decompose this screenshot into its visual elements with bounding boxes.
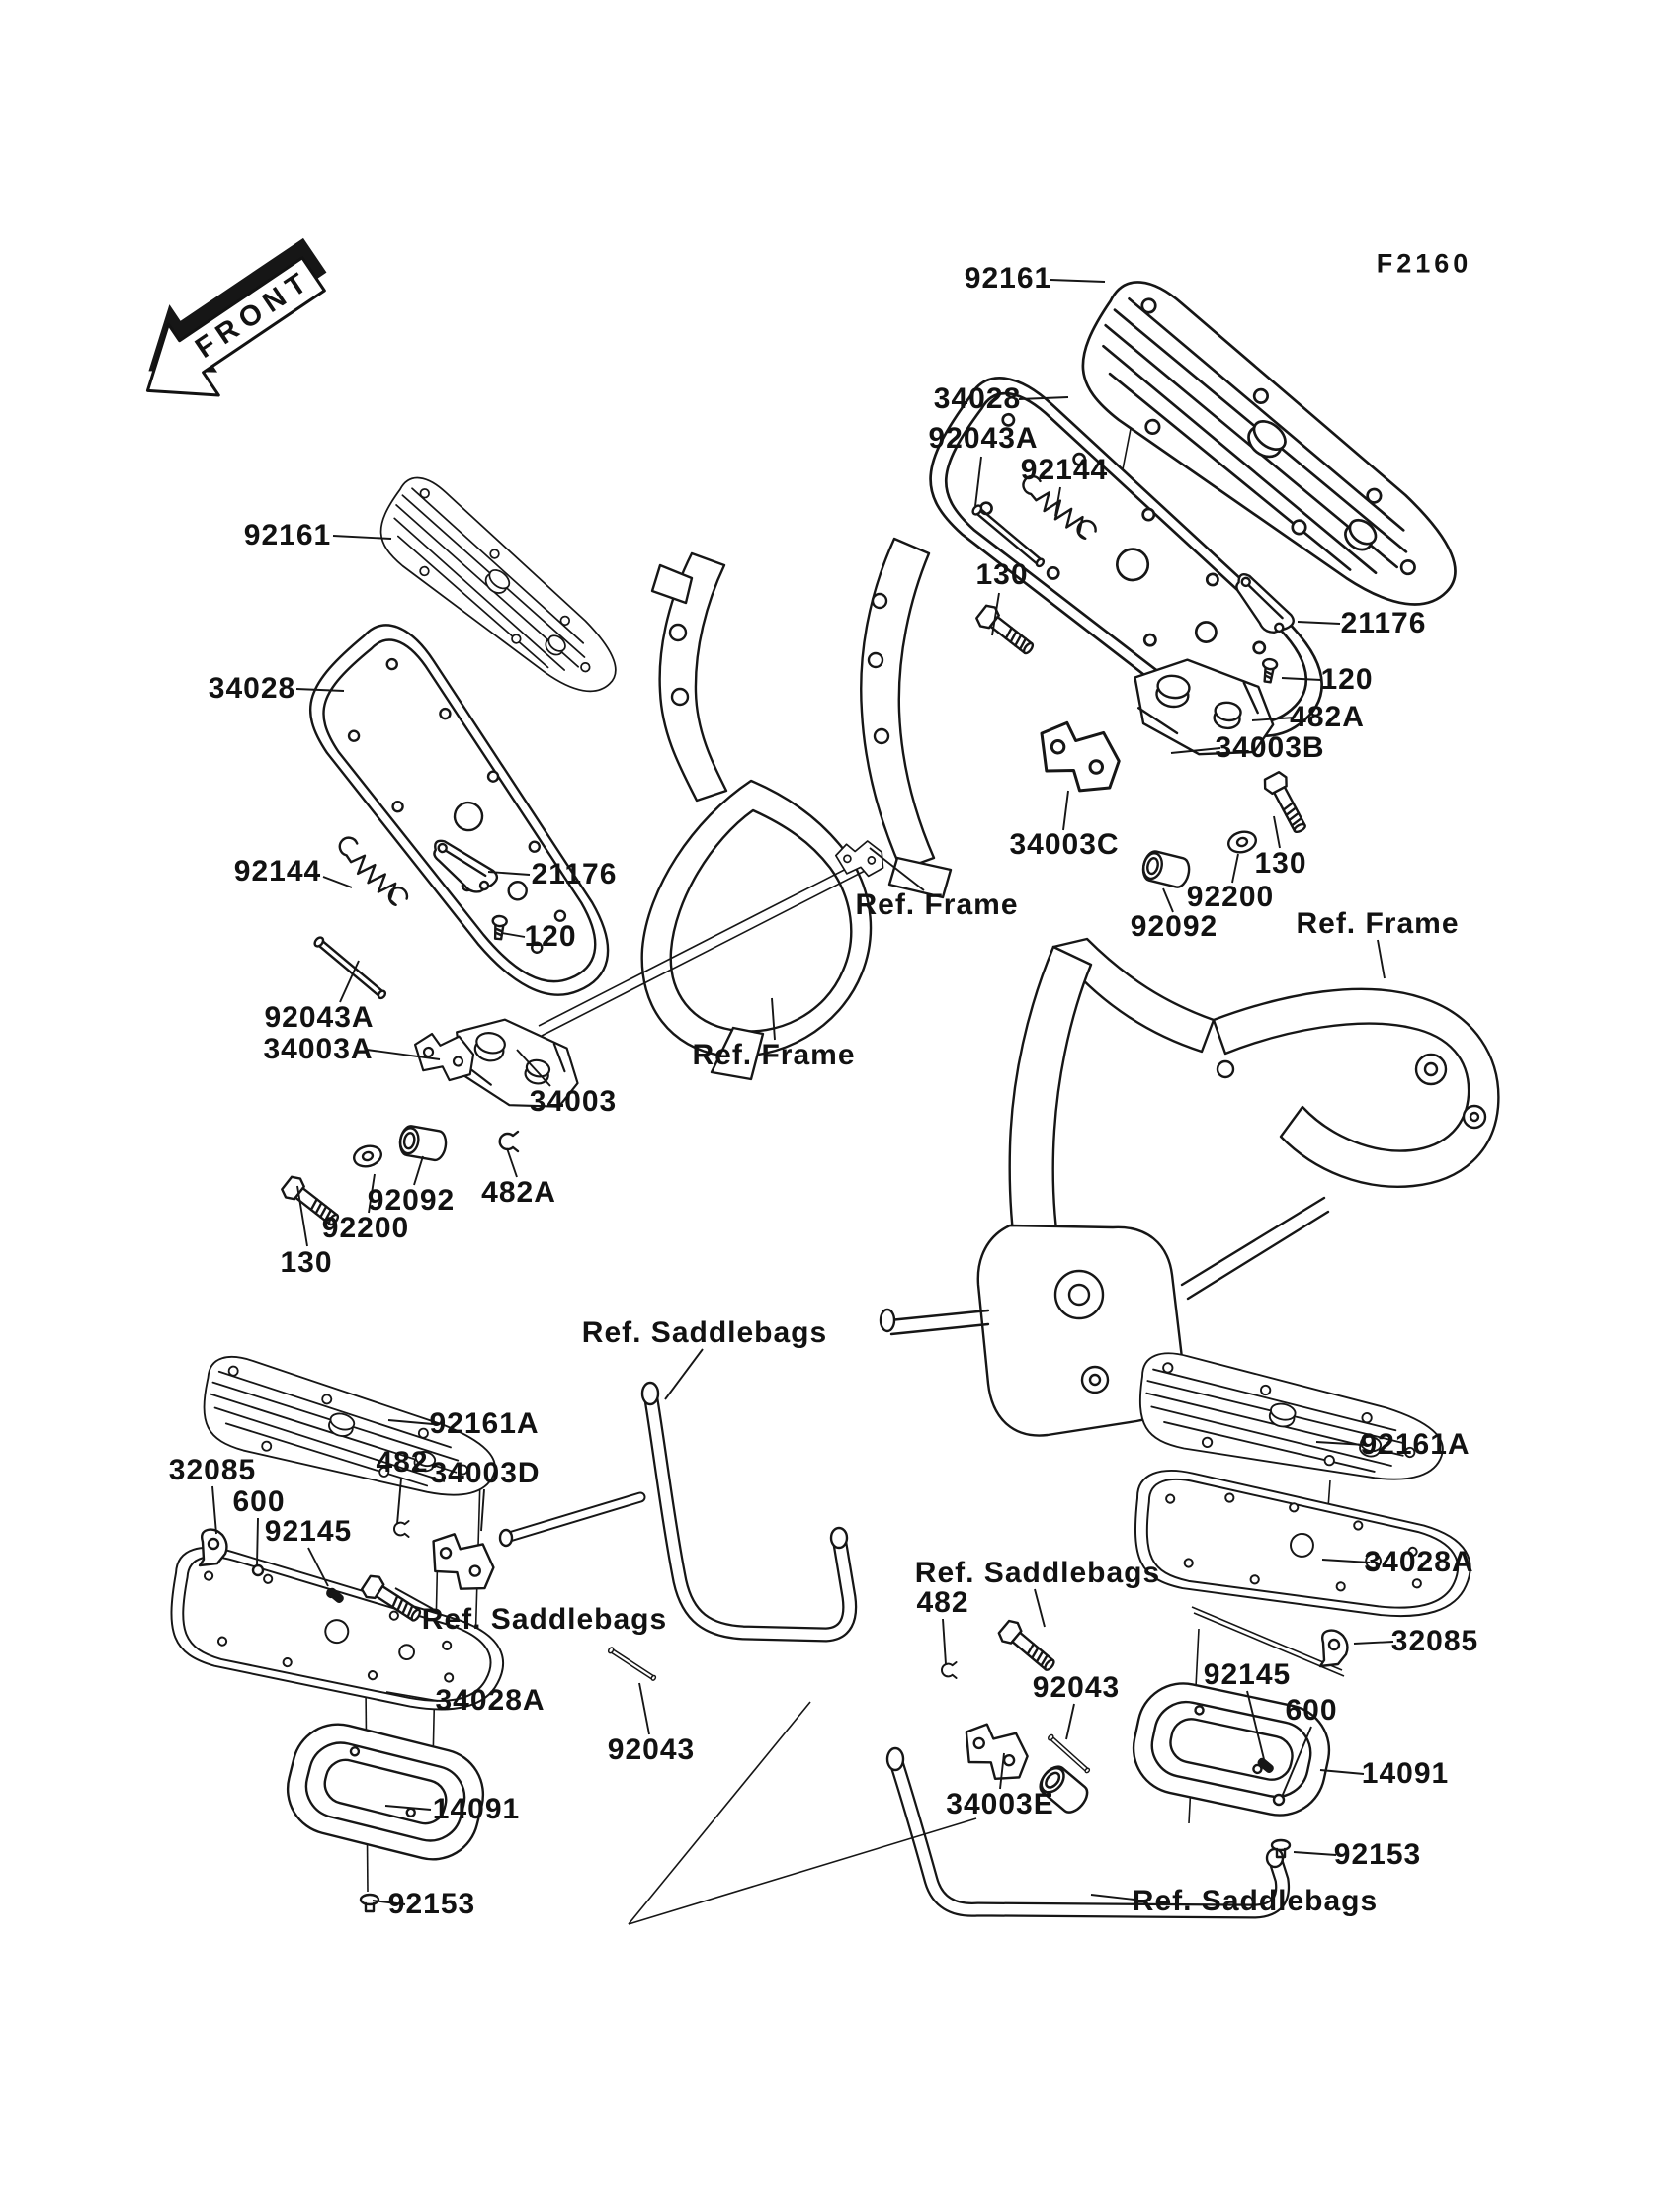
part-label-92161a-bl: 92161A <box>429 1407 540 1440</box>
part-label-120-rr: 120 <box>1320 663 1374 696</box>
part-label-21176-rr: 21176 <box>1340 607 1427 639</box>
bolt-130-rear-right-a <box>974 603 1038 660</box>
front-frame-neck-right <box>861 539 951 897</box>
part-label-130-rr-a: 130 <box>975 558 1029 591</box>
part-label-130-fl: 130 <box>280 1246 333 1279</box>
part-label-600-bl: 600 <box>232 1485 286 1518</box>
part-label-34028a-br: 34028A <box>1364 1546 1474 1578</box>
ref-label-saddlebags-3: Ref. Saddlebags <box>914 1557 1161 1589</box>
part-label-92043-bl: 92043 <box>607 1733 696 1766</box>
part-label-92144-fl: 92144 <box>233 855 322 887</box>
part-label-482a-rr: 482A <box>1290 701 1365 733</box>
part-label-34028-fl: 34028 <box>208 672 296 705</box>
part-label-482-br: 482 <box>916 1586 969 1619</box>
circlip-482-bottom-right <box>942 1662 957 1678</box>
front-direction-arrow <box>115 221 350 427</box>
part-label-92145-br: 92145 <box>1203 1658 1292 1691</box>
holder-34003e-bottom-right <box>962 1723 1030 1782</box>
saddlebag-guard-left <box>500 1383 850 1635</box>
part-label-92092-fl: 92092 <box>367 1184 456 1217</box>
part-label-92043a-rr: 92043A <box>928 422 1039 455</box>
part-label-92200-fl: 92200 <box>321 1212 410 1244</box>
part-label-34028a-bl: 34028A <box>435 1684 546 1717</box>
part-label-32085-br: 32085 <box>1390 1625 1479 1657</box>
part-label-130-rr-b: 130 <box>1254 847 1307 880</box>
part-label-34028-rr: 34028 <box>933 382 1022 415</box>
pin-bottom-left <box>608 1647 657 1681</box>
part-label-92043-br: 92043 <box>1032 1671 1121 1704</box>
part-label-34003: 34003 <box>529 1085 618 1118</box>
holder-34003c-rear-right <box>1038 721 1122 794</box>
part-label-92092-rr: 92092 <box>1130 910 1218 943</box>
ref-label-saddlebags-2: Ref. Saddlebags <box>421 1603 668 1636</box>
part-label-34003b: 34003B <box>1215 731 1325 764</box>
collar-92092-rear-right <box>1140 849 1192 888</box>
rubber-mat-bottom-left <box>278 1715 492 1869</box>
part-label-34003d: 34003D <box>430 1457 541 1489</box>
part-label-482a-fl: 482A <box>481 1176 556 1209</box>
part-label-92043a-fl: 92043A <box>264 1001 375 1034</box>
part-label-92161a-br: 92161A <box>1360 1428 1470 1461</box>
ref-label-saddlebags-4: Ref. Saddlebags <box>1132 1885 1379 1917</box>
bolt-130-rear-right-b <box>1261 770 1311 836</box>
part-label-92161-fl: 92161 <box>243 519 332 551</box>
pin-front-left <box>313 936 387 1000</box>
part-label-34003c: 34003C <box>1009 828 1120 861</box>
figure-code: F2160 <box>1376 248 1472 279</box>
part-label-14091-bl: 14091 <box>432 1793 521 1825</box>
part-label-92153-bl: 92153 <box>387 1888 476 1920</box>
part-label-21176-fl: 21176 <box>531 858 618 890</box>
part-label-14091-br: 14091 <box>1361 1757 1450 1790</box>
front-frame-loop-left <box>642 781 871 1079</box>
ref-label-frame-1: Ref. Frame <box>855 888 1019 921</box>
part-label-120-fl: 120 <box>524 920 577 953</box>
part-label-34003a: 34003A <box>263 1033 374 1065</box>
circlip-482a-front-left <box>500 1132 518 1151</box>
collar-92092-front-left <box>398 1125 449 1162</box>
washer-92200-front-left <box>352 1143 383 1170</box>
part-label-92200-rr: 92200 <box>1186 881 1275 913</box>
part-label-34003e: 34003E <box>946 1788 1054 1820</box>
part-label-92145-bl: 92145 <box>264 1515 353 1548</box>
clamp-32085-bottom-right <box>1320 1631 1347 1666</box>
washer-92200-rear-right <box>1226 829 1258 856</box>
part-label-600-br: 600 <box>1285 1694 1338 1727</box>
front-arrow-label: FRONT <box>190 263 318 365</box>
washer-600-bottom-left <box>253 1565 263 1575</box>
part-label-92153-br: 92153 <box>1333 1838 1422 1871</box>
ref-label-saddlebags-1: Ref. Saddlebags <box>581 1316 828 1349</box>
part-label-32085-bl: 32085 <box>168 1454 257 1486</box>
part-label-92161-rr: 92161 <box>964 262 1052 295</box>
part-label-482-bl: 482 <box>376 1446 429 1479</box>
part-label-92144-rr: 92144 <box>1020 454 1109 486</box>
ref-label-frame-3: Ref. Frame <box>692 1039 856 1071</box>
ref-label-frame-2: Ref. Frame <box>1296 907 1460 940</box>
rivet-92153-bottom-left <box>361 1895 378 1911</box>
holder-34003d-bottom-left <box>427 1532 497 1593</box>
bolt-saddlebag-upper-right <box>996 1618 1059 1676</box>
front-frame-neck-left <box>652 553 726 801</box>
